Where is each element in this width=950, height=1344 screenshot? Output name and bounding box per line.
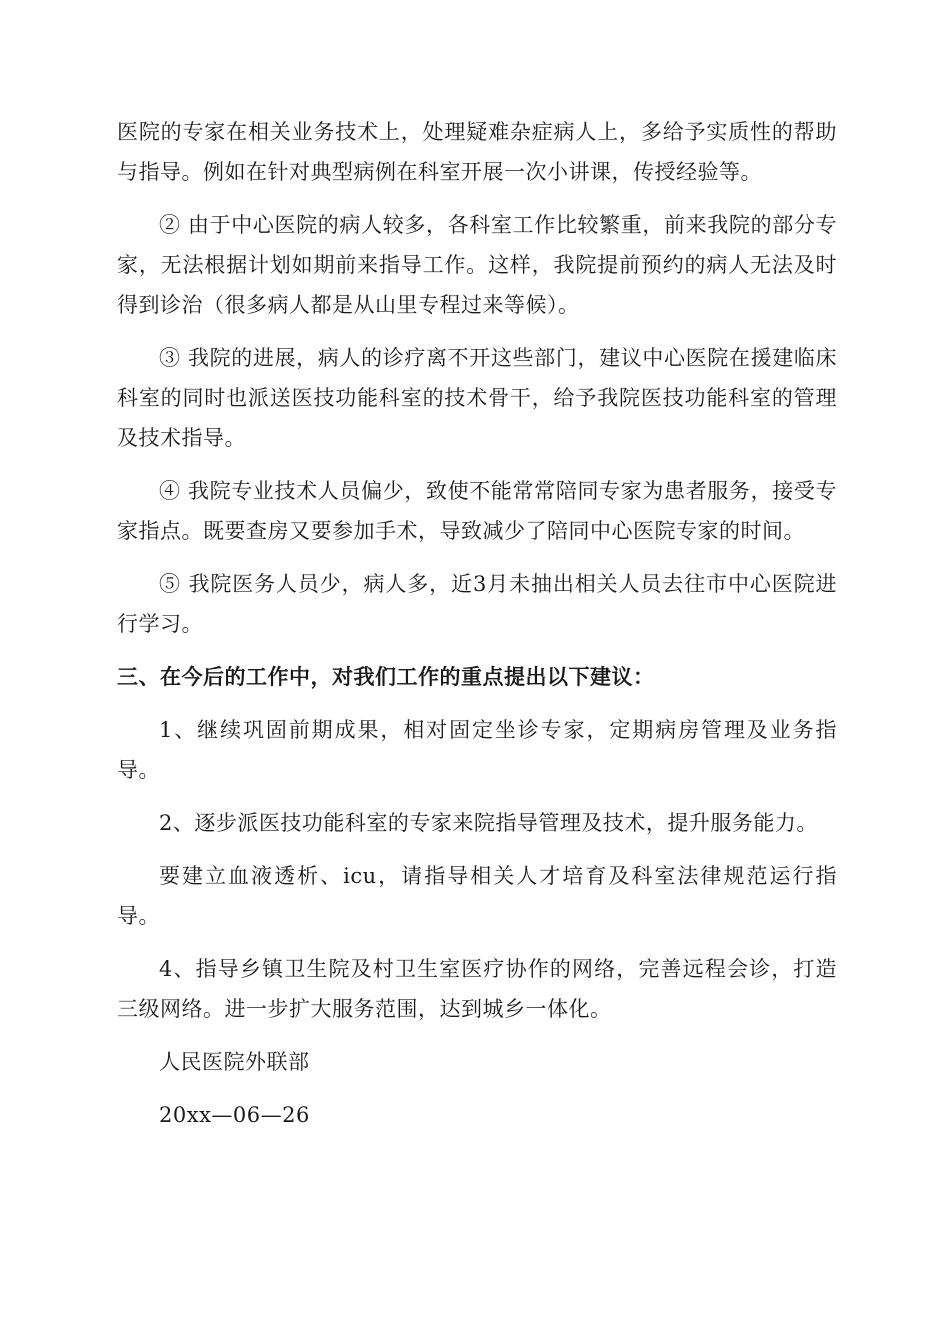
paragraph-point-3: ③ 我院的进展，病人的诊疗离不开这些部门，建议中心医院在援建临床科室的同时也派送医技功能科室的技术骨干，给予我院医技功能科室的管理及技术指导。 (117, 346, 837, 450)
signature: 人民医院外联部 (159, 1050, 310, 1074)
section-heading: 三、在今后的工作中，对我们工作的重点提出以下建议： (117, 664, 655, 689)
paragraph-point-5: ⑤ 我院医务人员少，病人多，近3月未抽出相关人员去往市中心医院进行学习。 (117, 572, 837, 636)
paragraph-continuation: 医院的专家在相关业务技术上，处理疑难杂症病人上，多给予实质性的帮助与指导。例如在针对典型病例在科室开展一次小讲课，传授经验等。 (117, 120, 837, 184)
paragraph-point-2: ② 由于中心医院的病人较多，各科室工作比较繁重，前来我院的部分专家，无法根据计划如期前来指导工作。这样，我院提前预约的病人无法及时得到诊治（很多病人都是从山里专程过来等候）。 (117, 213, 837, 317)
suggestion-2: 2、逐步派医技功能科室的专家来院指导管理及技术，提升服务能力。 (159, 811, 818, 835)
document-date: 20xx—06—26 (159, 1103, 310, 1127)
suggestion-3: 要建立血液透析、icu，请指导相关人才培育及科室法律规范运行指导。 (117, 864, 837, 928)
paragraph-point-4: ④ 我院专业技术人员偏少，致使不能常常陪同专家为患者服务，接受专家指点。既要查房又要参加手术，导致减少了陪同中心医院专家的时间。 (117, 479, 837, 543)
suggestion-4: 4、指导乡镇卫生院及村卫生室医疗协作的网络，完善远程会诊，打造三级网络。进一步扩大服务范围，达到城乡一体化。 (117, 957, 837, 1021)
document-page (117, 112, 837, 1135)
suggestion-1: 1、继续巩固前期成果，相对固定坐诊专家，定期病房管理及业务指导。 (117, 718, 837, 782)
